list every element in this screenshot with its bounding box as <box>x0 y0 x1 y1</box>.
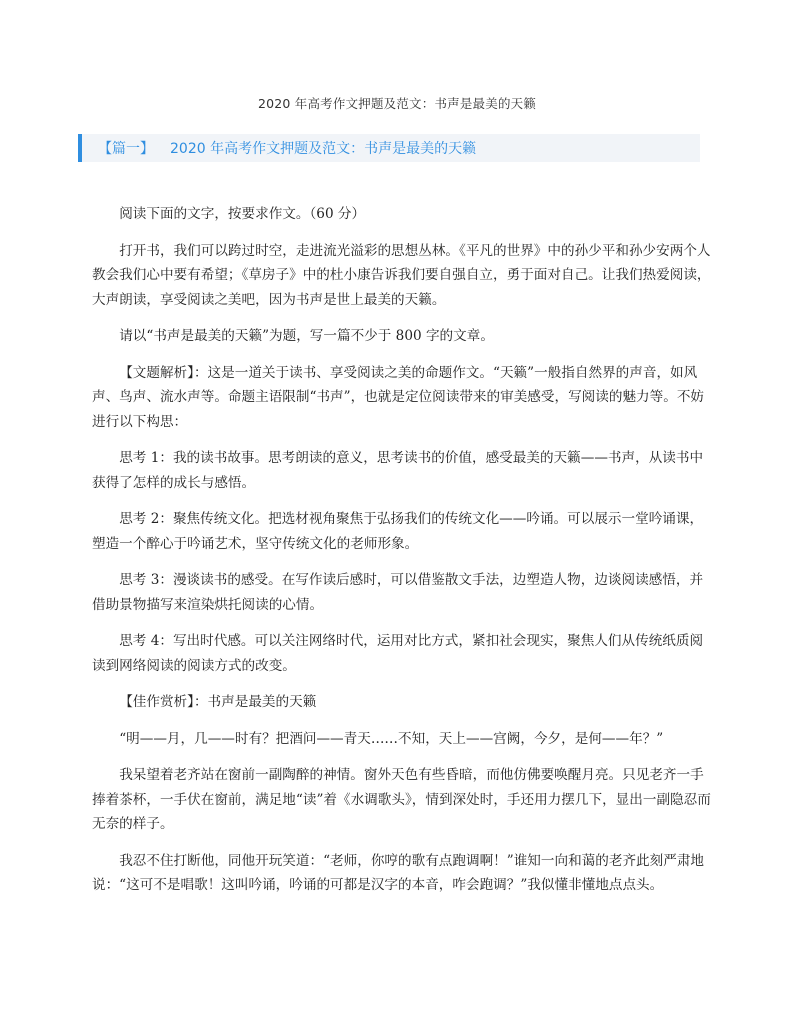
paragraph-sample-1: “明——月，几——时有？把酒问——青天……不知，天上——宫阙，今夕，是何——年？” <box>119 730 664 747</box>
paragraph-idea-1: 思考 1：我的读书故事。思考朗读的意义，思考读书的价值，感受最美的天籁——书声，从读书中获得了怎样的成长与感悟。 <box>92 450 704 491</box>
paragraph-idea-3: 思考 3：漫谈读书的感受。在写作读后感时，可以借鉴散文手法，边塑造人物，边谈阅读感悟，并借助景物描写来渲染烘托阅读的心情。 <box>92 572 704 613</box>
paragraph-prompt: 阅读下面的文字，按要求作文。（60 分） <box>119 206 366 222</box>
paragraph-sample-2: 我呆望着老齐站在窗前一副陶醉的神情。窗外天色有些昏暗，而他仿佛要唤醒月亮。只见老齐一手捧着茶杯，一手伏在窗前，满足地“读”着《水调歌头》，情到深处时，手还用力摆几下，显出一副隐忍而无奈的样子。 <box>92 767 711 832</box>
section-heading <box>78 134 700 162</box>
paragraph-idea-2: 思考 2：聚焦传统文化。把选材视角聚焦于弘扬我们的传统文化——吟诵。可以展示一堂吟诵课，塑造一个醉心于吟诵艺术，坚守传统文化的老师形象。 <box>92 511 704 552</box>
paragraph-idea-4: 思考 4：写出时代感。可以关注网络时代，运用对比方式，紧扣社会现实，聚焦人们从传统纸质阅读到网络阅读的阅读方式的改变。 <box>92 633 704 674</box>
paragraph-requirement: 请以“书声是最美的天籁”为题，写一篇不少于 800 字的文章。 <box>119 328 494 344</box>
page-header-title: 2020 年高考作文押题及范文：书声是最美的天籁 <box>257 96 537 111</box>
paragraph-analysis: 【文题解析】：这是一道关于读书、享受阅读之美的命题作文。“天籁”一般指自然界的声音，如风声、鸟声、流水声等。命题主语限制“书声”，也就是定位阅读带来的审美感受，写阅读的魅力等。不妨进行以下构思： <box>92 364 705 430</box>
article-body <box>92 202 714 910</box>
paragraph-sample-heading: 【佳作赏析】：书声是最美的天籁 <box>119 694 317 710</box>
section-title: 2020 年高考作文押题及范文：书声是最美的天籁 <box>170 141 477 157</box>
section-tag: 【篇一】 <box>98 141 154 157</box>
paragraph-material: 打开书，我们可以跨过时空，走进流光溢彩的思想丛林。《平凡的世界》中的孙少平和孙少安两个人教会我们心中要有希望；《草房子》中的杜小康告诉我们要自强自立，勇于面对自己。让我们热爱阅读，大声朗读，享受阅读之美吧，因为书声是世上最美的天籁。 <box>92 242 711 308</box>
paragraph-sample-3: 我忍不住打断他，同他开玩笑道：“老师，你哼的歌有点跑调啊！”谁知一向和蔼的老齐此刻严肃地说：“这可不是唱歌！这叫吟诵，吟诵的可都是汉字的本音，咋会跑调？”我似懂非懂地点点头。 <box>92 852 705 893</box>
